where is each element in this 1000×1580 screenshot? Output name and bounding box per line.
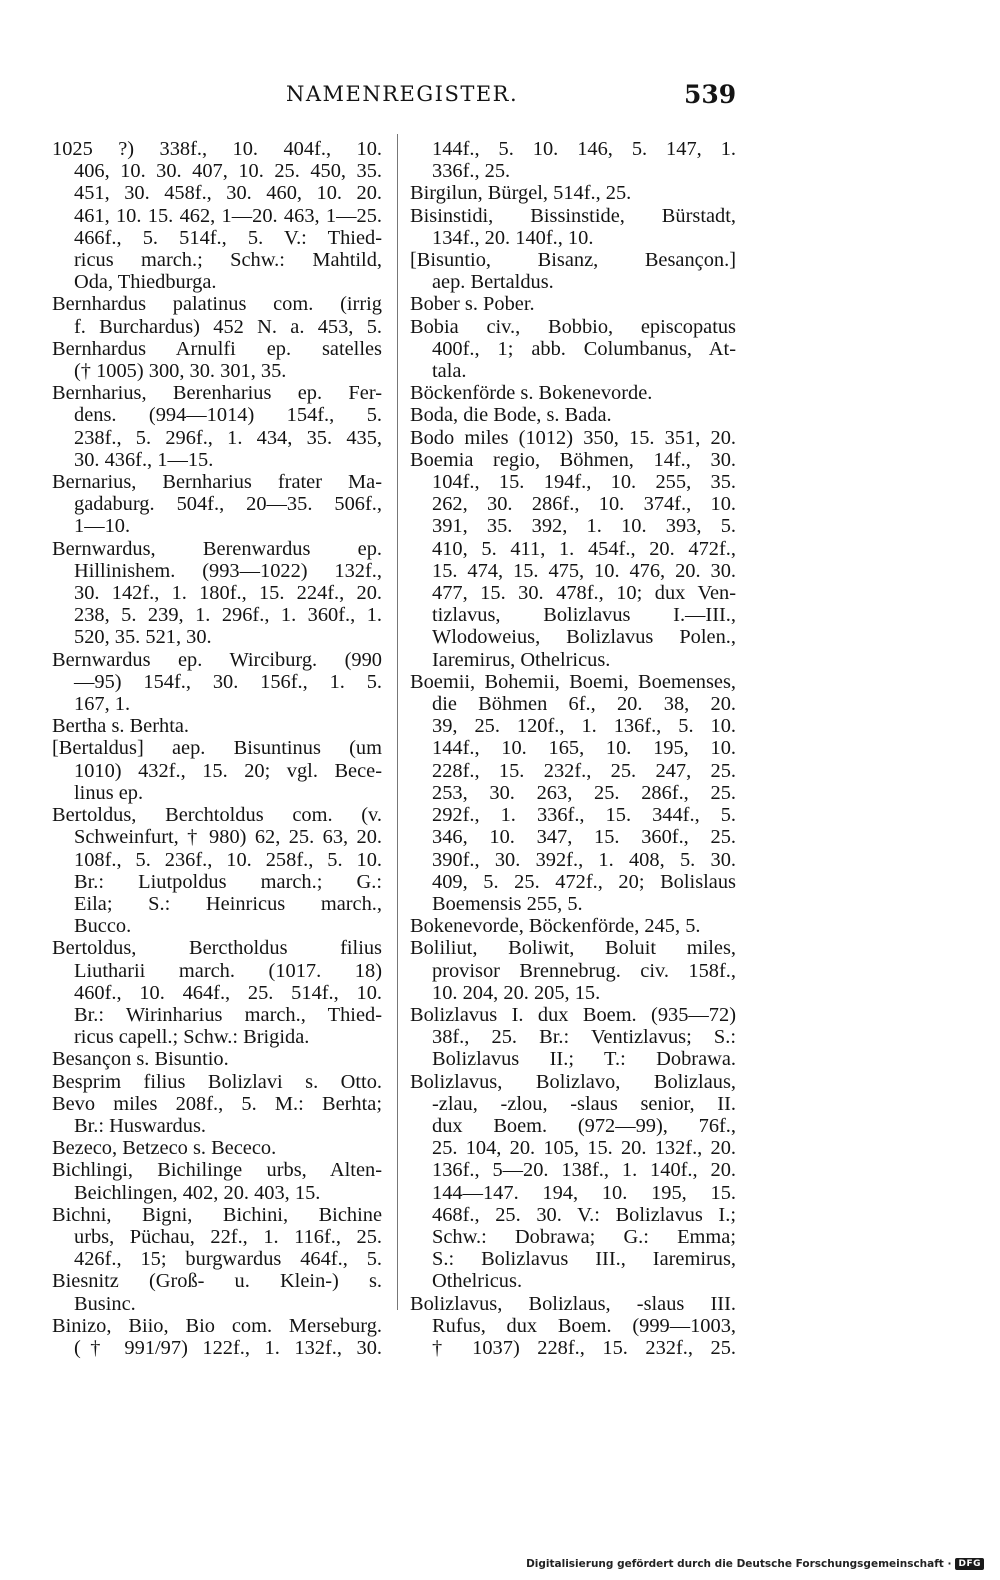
index-line: Br.: Huswardus. — [74, 1114, 206, 1137]
index-line: 346, 10. 347, 15. 360f., 25. — [432, 826, 736, 849]
index-line: provisor Brennebrug. civ. 158f., — [432, 959, 736, 982]
index-line: Bernharius, Berenharius ep. Fer- — [52, 382, 382, 405]
index-line: Besançon s. Bisuntio. — [52, 1048, 229, 1071]
index-line: Biesnitz (Groß- u. Klein-) s. — [52, 1270, 382, 1293]
index-line: Boemia regio, Böhmen, 14f., 30. — [410, 448, 736, 471]
index-line: Othelricus. — [432, 1270, 523, 1293]
index-line: 136f., 5—20. 138f., 1. 140f., 20. — [432, 1159, 736, 1182]
index-line: Bolizlavus, Bolizlavo, Bolizlaus, — [410, 1070, 736, 1093]
index-line: 466f., 5. 514f., 5. V.: Thied- — [74, 226, 382, 249]
index-line: († 991/97) 122f., 1. 132f., 30. — [74, 1336, 382, 1359]
index-line: 477, 15. 30. 478f., 10; dux Ven- — [432, 582, 736, 605]
index-line: 253, 30. 263, 25. 286f., 25. — [432, 781, 736, 804]
right-column — [410, 138, 736, 1359]
index-line: Besprim filius Bolizlavi s. Otto. — [52, 1070, 382, 1093]
index-line: linus ep. — [74, 781, 144, 804]
index-line: Eila; S.: Heinricus march., — [74, 892, 382, 915]
index-line: Bichlingi, Bichilinge urbs, Alten- — [52, 1159, 382, 1182]
index-line: die Böhmen 6f., 20. 38, 20. — [432, 693, 736, 716]
index-line: Bobia civ., Bobbio, episcopatus — [410, 315, 736, 338]
index-line: Bezeco, Betzeco s. Bececo. — [52, 1137, 277, 1160]
page-number: 539 — [684, 80, 737, 109]
index-line: Birgilun, Bürgel, 514f., 25. — [410, 182, 632, 205]
index-line: 228f., 15. 232f., 25. 247, 25. — [432, 759, 736, 782]
index-line: Bertoldus, Berctholdus filius — [52, 937, 382, 960]
index-line: 426f., 15; burgwardus 464f., 5. — [74, 1248, 382, 1271]
index-line: Bichni, Bigni, Bichini, Bichine — [52, 1203, 382, 1226]
index-line: († 1005) 300, 30. 301, 35. — [74, 360, 287, 383]
index-line: Iaremirus, Othelricus. — [432, 648, 611, 671]
index-line: 144f., 10. 165, 10. 195, 10. — [432, 737, 736, 760]
index-line: 391, 35. 392, 1. 10. 393, 5. — [432, 515, 736, 538]
index-line: Oda, Thiedburga. — [74, 271, 217, 294]
index-line: 410, 5. 411, 1. 454f., 20. 472f., — [432, 537, 736, 560]
index-line: 30. 142f., 1. 180f., 15. 224f., 20. — [74, 582, 382, 605]
index-line: Binizo, Biio, Bio com. Merseburg. — [52, 1314, 382, 1337]
index-line: 30. 436f., 1—15. — [74, 448, 214, 471]
index-line: Boda, die Bode, s. Bada. — [410, 404, 612, 427]
index-line: 1010) 432f., 15. 20; vgl. Bece- — [74, 759, 382, 782]
index-line: Bernwardus ep. Wirciburg. (990 — [52, 648, 382, 671]
index-line: 451, 30. 458f., 30. 460, 10. 20. — [74, 182, 382, 205]
index-line: tala. — [432, 360, 467, 383]
index-line: Wlodoweius, Bolizlavus Polen., — [432, 626, 736, 649]
page-title: NAMENREGISTER. — [286, 82, 519, 106]
index-line: urbs, Püchau, 22f., 1. 116f., 25. — [74, 1225, 382, 1248]
index-line: Br.: Liutpoldus march.; G.: — [74, 870, 382, 893]
index-line: Bertoldus, Berchtoldus com. (v. — [52, 804, 382, 827]
index-line: Bokenevorde, Böckenförde, 245, 5. — [410, 915, 701, 938]
index-line: Bertha s. Berhta. — [52, 715, 190, 738]
index-line: —95) 154f., 30. 156f., 1. 5. — [74, 670, 382, 693]
index-line: 390f., 30. 392f., 1. 408, 5. 30. — [432, 848, 736, 871]
index-line: S.: Bolizlavus III., Iaremirus, — [432, 1248, 736, 1271]
index-line: dux Boem. (972—99), 76f., — [432, 1114, 736, 1137]
index-line: 15. 474, 15. 475, 10. 476, 20. 30. — [432, 559, 736, 582]
column-divider — [397, 134, 398, 1310]
index-line: Schweinfurt, † 980) 62, 25. 63, 20. — [74, 826, 382, 849]
index-line: 238f., 5. 296f., 1. 434, 35. 435, — [74, 426, 382, 449]
index-line: -zlau, -zlou, -slaus senior, II. — [432, 1092, 736, 1115]
index-line: Bernhardus palatinus com. (irrig — [52, 293, 382, 316]
index-line: Bernarius, Bernharius frater Ma- — [52, 471, 382, 494]
page-header — [0, 82, 1000, 116]
index-line: Boemensis 255, 5. — [432, 892, 583, 915]
footer-credit: Digitalisierung gefördert durch die Deutsche Forschungsgemeinschaft · — [526, 1558, 952, 1570]
index-line: 144—147. 194, 10. 195, 15. — [432, 1181, 736, 1204]
index-line: 262, 30. 286f., 10. 374f., 10. — [432, 493, 736, 516]
index-line: Boliliut, Boliwit, Boluit miles, — [410, 937, 736, 960]
index-line: 134f., 20. 140f., 10. — [432, 226, 594, 249]
index-line: [Bisuntio, Bisanz, Besançon.] — [410, 249, 736, 272]
left-column — [52, 138, 382, 1359]
index-line: f. Burchardus) 452 N. a. 453, 5. — [74, 315, 382, 338]
index-line: Liutharii march. (1017. 18) — [74, 959, 382, 982]
index-line: Bolizlavus I. dux Boem. (935—72) — [410, 1003, 736, 1026]
index-line: Bolizlavus II.; T.: Dobrawa. — [432, 1048, 736, 1071]
index-line: Böckenförde s. Bokenevorde. — [410, 382, 653, 405]
index-line: Bisinstidi, Bissinstide, Bürstadt, — [410, 204, 736, 227]
index-line: 406, 10. 30. 407, 10. 25. 450, 35. — [74, 160, 382, 183]
index-line: Bober s. Pober. — [410, 293, 535, 316]
index-line: 238, 5. 239, 1. 296f., 1. 360f., 1. — [74, 604, 382, 627]
index-line: Bodo miles (1012) 350, 15. 351, 20. — [410, 426, 736, 449]
index-line: dens. (994—1014) 154f., 5. — [74, 404, 382, 427]
index-line: † 1037) 228f., 15. 232f., 25. — [432, 1336, 736, 1359]
index-line: Schw.: Dobrawa; G.: Emma; — [432, 1225, 736, 1248]
dfg-logo: DFG — [955, 1558, 984, 1570]
index-line: 460f., 10. 464f., 25. 514f., 10. — [74, 981, 382, 1004]
index-line: Rufus, dux Boem. (999—1003, — [432, 1314, 736, 1337]
index-line: Bernhardus Arnulfi ep. satelles — [52, 337, 382, 360]
index-line: 461, 10. 15. 462, 1—20. 463, 1—25. — [74, 204, 382, 227]
index-line: 38f., 25. Br.: Ventizlavus; S.: — [432, 1026, 736, 1049]
index-line: tizlavus, Bolizlavus I.—III., — [432, 604, 736, 627]
index-line: 167, 1. — [74, 693, 131, 716]
footer — [526, 1554, 984, 1574]
index-line: 104f., 15. 194f., 10. 255, 35. — [432, 471, 736, 494]
index-line: [Bertaldus] aep. Bisuntinus (um — [52, 737, 382, 760]
index-line: 108f., 5. 236f., 10. 258f., 5. 10. — [74, 848, 382, 871]
index-line: 10. 204, 20. 205, 15. — [432, 981, 601, 1004]
index-line: Businc. — [74, 1292, 136, 1315]
index-line: 144f., 5. 10. 146, 5. 147, 1. — [432, 138, 736, 160]
index-line: 336f., 25. — [432, 160, 511, 183]
index-line: 39, 25. 120f., 1. 136f., 5. 10. — [432, 715, 736, 738]
index-line: 1025 ?) 338f., 10. 404f., 10. — [52, 138, 382, 160]
index-line: Beichlingen, 402, 20. 403, 15. — [74, 1181, 321, 1204]
index-line: ricus march.; Schw.: Mahtild, — [74, 249, 382, 272]
index-line: Bevo miles 208f., 5. M.: Berhta; — [52, 1092, 382, 1115]
index-line: Bucco. — [74, 915, 132, 938]
index-line: ricus capell.; Schw.: Brigida. — [74, 1026, 310, 1049]
index-line: 520, 35. 521, 30. — [74, 626, 212, 649]
index-line: 409, 5. 25. 472f., 20; Bolislaus — [432, 870, 736, 893]
index-line: Bernwardus, Berenwardus ep. — [52, 537, 382, 560]
index-line: Br.: Wirinharius march., Thied- — [74, 1003, 382, 1026]
index-line: Boemii, Bohemii, Boemi, Boemenses, — [410, 670, 736, 693]
index-line: 292f., 1. 336f., 15. 344f., 5. — [432, 804, 736, 827]
index-line: Bolizlavus, Bolizlaus, -slaus III. — [410, 1292, 736, 1315]
index-line: aep. Bertaldus. — [432, 271, 554, 294]
index-line: 1—10. — [74, 515, 131, 538]
index-line: 400f., 1; abb. Columbanus, At- — [432, 337, 736, 360]
index-line: gadaburg. 504f., 20—35. 506f., — [74, 493, 382, 516]
index-line: Hillinishem. (993—1022) 132f., — [74, 559, 382, 582]
index-line: 468f., 25. 30. V.: Bolizlavus I.; — [432, 1203, 736, 1226]
index-line: 25. 104, 20. 105, 15. 20. 132f., 20. — [432, 1137, 736, 1160]
